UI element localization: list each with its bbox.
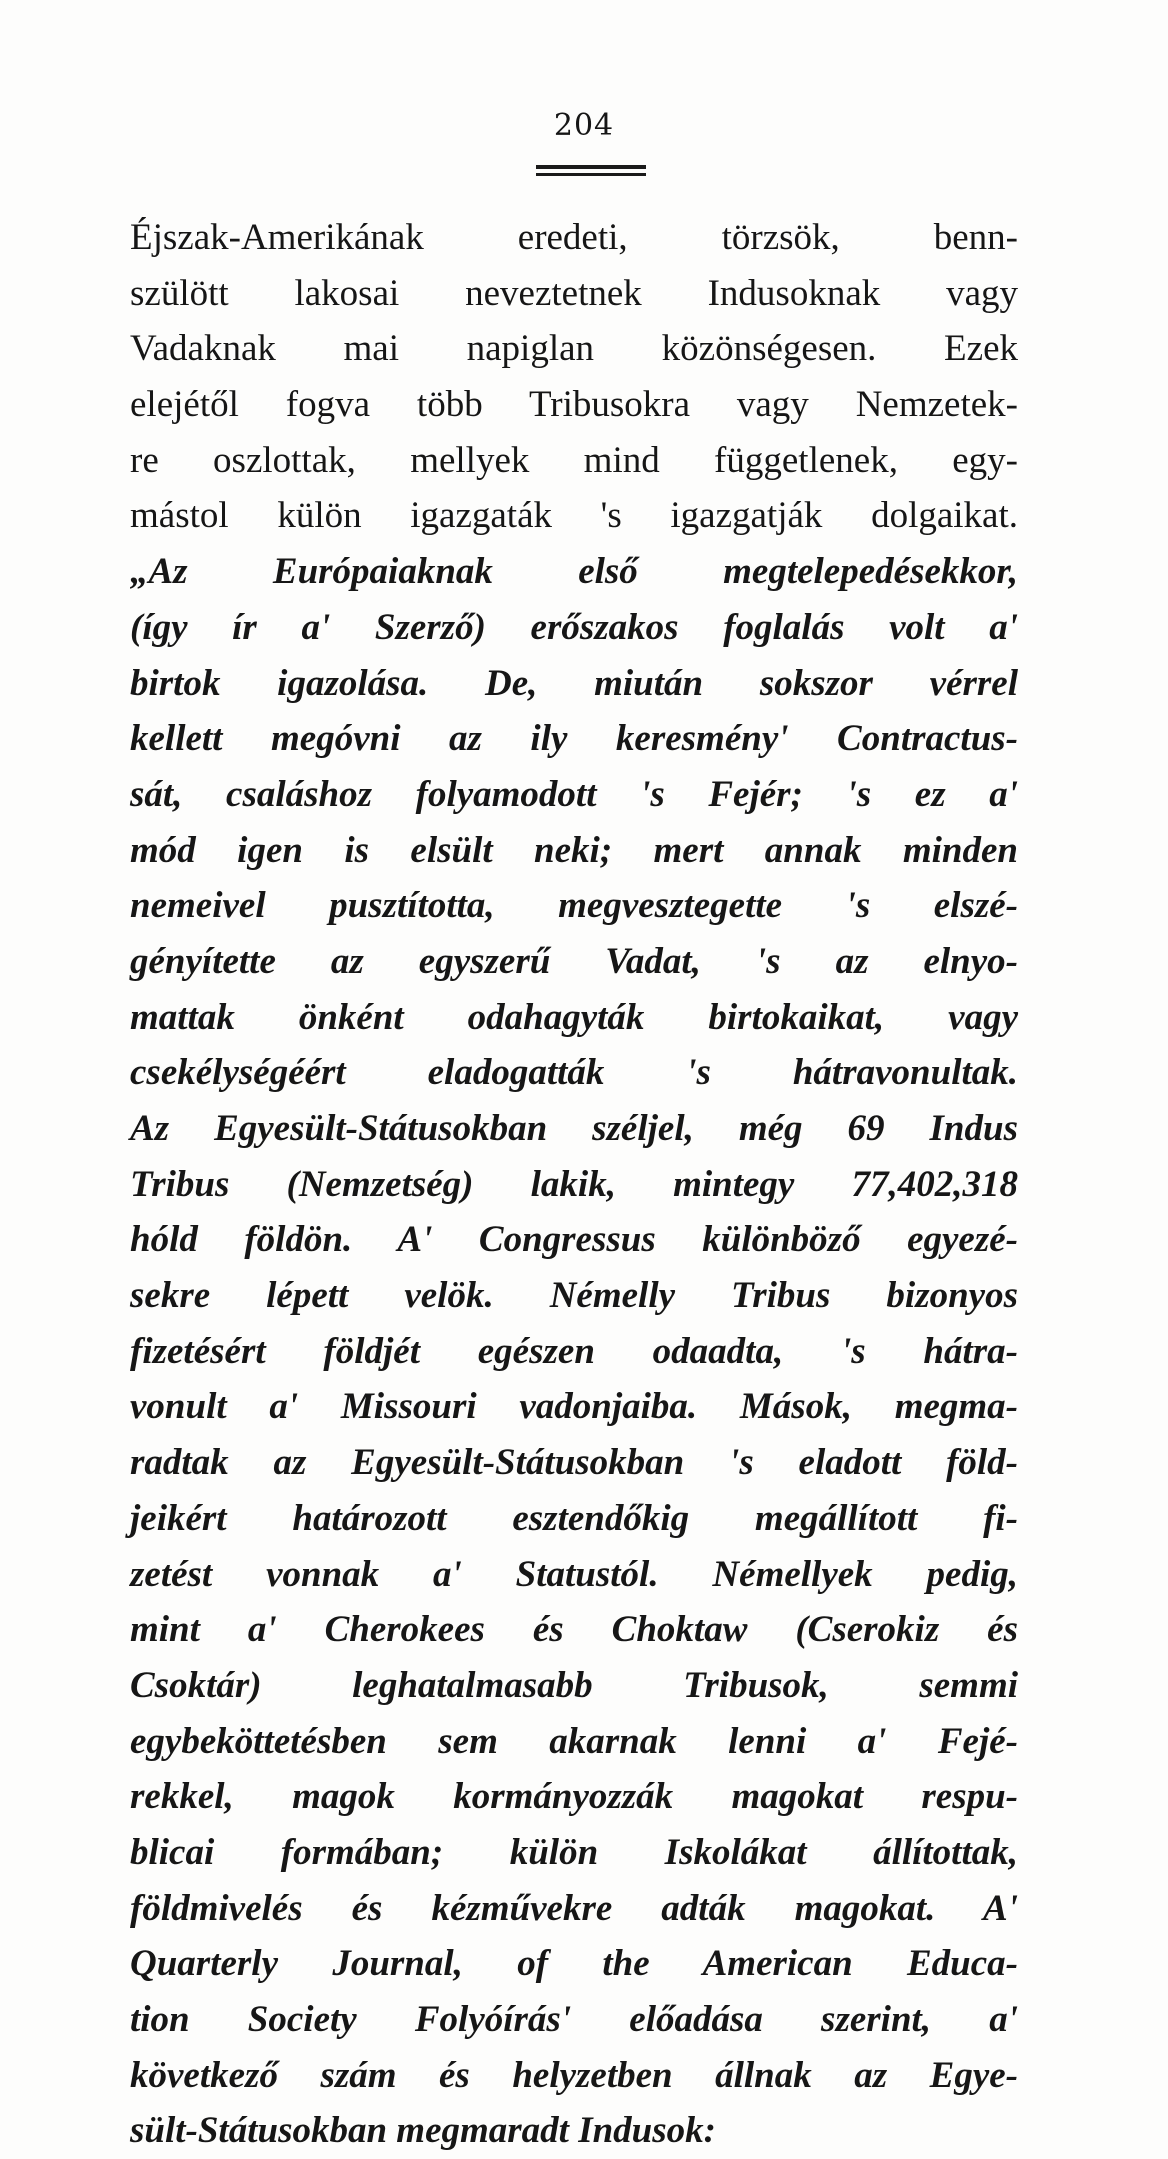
header-rule (536, 173, 646, 176)
text-line: egybeköttetésben sem akarnak lenni a' Fejé- (130, 1720, 1018, 1762)
text-line: blicai formában; külön Iskolákat állítottak, (130, 1831, 1018, 1873)
text-line: mód igen is elsült neki; mert annak minden (130, 829, 1018, 871)
text-line: mattak önként odahagyták birtokaikat, vagy (130, 996, 1018, 1038)
text-line: sát, csaláshoz folyamodott 's Fejér; 's ez a' (130, 773, 1018, 815)
text-line: földmivelés és kézművekre adták magokat. A' (130, 1887, 1018, 1929)
text-line: Vadaknak mai napiglan közönségesen. Ezek (130, 328, 1018, 370)
text-line: következő szám és helyzetben állnak az Egye- (130, 2054, 1018, 2096)
header-rule (536, 165, 646, 169)
text-line: hóld földön. A' Congressus különböző egyezé- (130, 1219, 1018, 1261)
text-line: jeikért határozott esztendőkig megállított fi- (130, 1497, 1018, 1539)
text-line: Éjszak-Amerikának eredeti, törzsök, benn- (130, 217, 1018, 258)
text-line: (így ír a' Szerző) erőszakos foglalás volt a' (130, 606, 1018, 648)
text-line: Az Egyesült-Státusokban széljel, még 69 Indus (130, 1108, 1018, 1149)
page-number: 204 (553, 108, 615, 143)
text-line: sekre lépett velök. Némelly Tribus bizonyos (130, 1275, 1018, 1317)
text-line: zetést vonnak a' Statustól. Némellyek pedig, (130, 1553, 1018, 1595)
text-line: birtok igazolása. De, miután sokszor vérrel (130, 662, 1018, 704)
text-line: re oszlottak, mellyek mind függetlenek, egy- (130, 439, 1018, 481)
text-line: kellett megóvni az ily keresmény' Contractus- (130, 718, 1018, 760)
text-line: radtak az Egyesült-Státusokban 's eladott föld- (130, 1442, 1018, 1484)
text-line: fizetésért földjét egészen odaadta, 's hátra- (130, 1330, 1018, 1372)
text-line: szülött lakosai neveztetnek Indusoknak vagy (130, 272, 1018, 314)
text-line: vonult a' Missouri vadonjaiba. Mások, megma- (130, 1386, 1018, 1428)
text-line: rekkel, magok kormányozzák magokat respu- (130, 1776, 1018, 1818)
text-line: Csoktár) leghatalmasabb Tribusok, semmi (130, 1664, 1018, 1706)
body-text (130, 210, 1018, 2159)
text-line: mint a' Cherokees és Choktaw (Cserokiz és (130, 1609, 1018, 1651)
text-line: tion Society Folyóírás' előadása szerint, a' (130, 1999, 1018, 2040)
text-line: gényítette az egyszerű Vadat, 's az elnyo- (130, 940, 1018, 982)
text-line: Tribus (Nemzetség) lakik, mintegy 77,402,318 (130, 1163, 1018, 1205)
text-line: „Az Európaiaknak első megtelepedésekkor, (130, 551, 1018, 593)
text-line: elejétől fogva több Tribusokra vagy Nemzetek- (130, 384, 1018, 426)
text-line: csekélységéért eladogatták 's hátravonultak. (130, 1052, 1018, 1094)
text-line: nemeivel pusztította, megvesztegette 's elszé- (130, 885, 1018, 927)
text-line: mástol külön igazgaták 's igazgatják dolgaikat. (130, 495, 1018, 537)
text-line: Quarterly Journal, of the American Educa- (130, 1943, 1018, 1985)
text-line: sült-Státusokban megmaradt Indusok: (130, 2110, 716, 2152)
